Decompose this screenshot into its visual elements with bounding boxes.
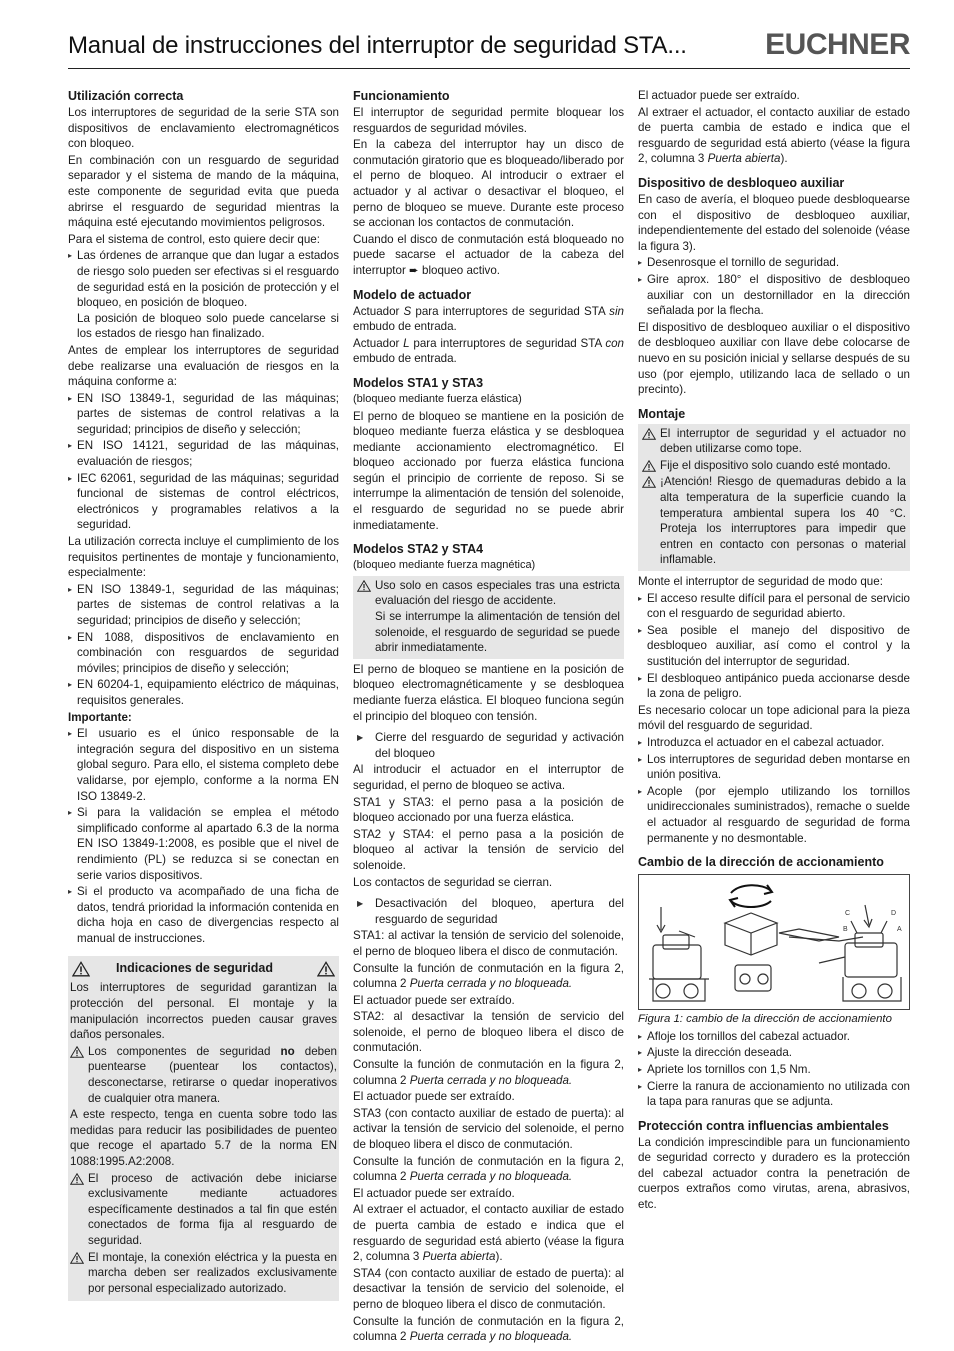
figure-label: B	[843, 926, 848, 934]
action-list	[353, 730, 624, 761]
paragraph: Consulte la función de conmutación en la figura 2, columna 2 Puerta cerrada y no bloqueada.	[353, 1154, 624, 1184]
paragraph: STA4 (con contacto auxiliar de estado de puerta): al desactivar la tensión de servicio del solenoide, el perno de bloqueo libera el disco de conmutación.	[353, 1266, 624, 1311]
switch-illustration	[639, 875, 909, 1009]
list-item: ▸ Apriete los tornillos con 1,5 Nm.	[638, 1062, 910, 1078]
heading-montaje: Montaje	[638, 406, 686, 421]
paragraph: A este respecto, tenga en cuenta sobre todo las medidas para reducir las posibilidades de puenteo que recoge el apartado 5.7 de la norma EN 1088:1995.A2:2008.	[70, 1108, 337, 1168]
paragraph: Para el sistema de control, esto quiere decir que:	[68, 232, 320, 246]
paragraph: El actuador puede ser extraído.	[353, 1090, 515, 1104]
paragraph: Consulte la función de conmutación en la figura 2, columna 2 Puerta cerrada y no bloqueada.	[353, 1314, 624, 1344]
heading-sta1-sta3: Modelos STA1 y STA3	[353, 375, 484, 390]
figure-label: C	[845, 910, 851, 918]
paragraph: En la cabeza del interruptor hay un disco de conmutación giratorio que es bloqueado/liberado por el perno de bloqueo. Al introducir o extraer el actuador y al activar o desactivar el bloqueo, el perno de bloqueo se mueve. Durante este proceso se accionan los contactos de conmutación.	[353, 138, 624, 230]
page-header	[68, 28, 910, 69]
paragraph: El perno de bloqueo se mantiene en la posición de bloqueo mediante fuerza elástica y se desbloquea mediante accionamiento electromagnético. El bloqueo accionado por fuerza elástica funciona según el principio de corriente de reposo. Si se interrumpe la alimentación de tensión del solenoide, el resguardo de seguridad no se puede abrir inmediatamente.	[353, 409, 624, 532]
paragraph: Antes de emplear los interruptores de seguridad debe realizarse una evaluación de riesgos en la máquina conforme a:	[68, 343, 339, 389]
list-item: ▸ Sea posible el manejo del dispositivo de desbloqueo auxiliar, así como el control y la sustitución del interruptor de seguridad.	[638, 623, 910, 670]
paragraph: STA2: al desactivar la tensión de servicio del solenoide, el perno de bloqueo libera el disco de conmutación.	[353, 1010, 624, 1055]
warning-icon	[642, 428, 656, 440]
safety-title: Indicaciones de seguridad	[116, 961, 273, 976]
list-item: ▸ EN ISO 13849-1, seguridad de las máquinas; partes de sistemas de control relativas a la seguridad; principios de diseño y selección;	[68, 391, 339, 438]
paragraph: Los contactos de seguridad se cierran.	[353, 875, 553, 889]
bullet-list	[68, 248, 339, 342]
paragraph: Al extraer el actuador, el contacto auxiliar de estado de puerta cambia de estado e indica que el resguardo de seguridad está abierto (véase la figura 2, columna 3 Puerta abierta).	[353, 1203, 624, 1264]
paragraph: El actuador puede ser extraído.	[638, 89, 800, 102]
paragraph: STA1 y STA3: el perno pasa a la posición de bloqueo accionado por una fuerza elástica.	[353, 795, 624, 825]
paragraph: El actuador puede ser extraído.	[353, 1186, 515, 1200]
paragraph: El actuador puede ser extraído.	[353, 993, 515, 1007]
warning-note: El montaje, la conexión eléctrica y la puesta en marcha deben ser realizados exclusivamente por personal especializado autorizado.	[70, 1250, 337, 1297]
list-item: ▸ EN 1088, dispositivos de enclavamiento en combinación con resguardos de seguridad móviles; principios de diseño y selección;	[68, 630, 339, 677]
bullet-list	[68, 726, 339, 946]
column-1	[68, 88, 339, 1301]
figure-caption: Figura 1: cambio de la dirección de accionamiento	[638, 1013, 892, 1026]
paragraph: Consulte la función de conmutación en la figura 2, columna 2 Puerta cerrada y no bloqueada.	[353, 1058, 624, 1087]
column-3	[638, 88, 910, 1214]
column-2	[353, 88, 624, 1346]
list-item: ▸ Las órdenes de arranque que dan lugar a estados de riesgo solo pueden ser efectivas si el resguardo de seguridad está en la posición de protección y el bloqueo, en posición de bloqueo. La posición de bloqueo solo puede cancelarse si los estados de riesgo han finalizado.	[68, 248, 339, 342]
heading-sta2-sta4: Modelos STA2 y STA4	[353, 542, 484, 557]
document-title: Manual de instrucciones del interruptor de seguridad STA...	[68, 32, 687, 59]
list-item: ▸ Acople (por ejemplo utilizando los tornillos unidireccionales suministrados), remache o suelde el actuador al resguardo de seguridad de forma permanente y no desmontable.	[638, 784, 910, 846]
paragraph: En caso de avería, el bloqueo puede desbloquearse con el dispositivo de desbloqueo auxiliar, independientemente del estado del solenoide (véase la figura 3).	[638, 192, 910, 253]
paragraph: Actuador S para interruptores de seguridad STA sin embudo de entrada.	[353, 304, 624, 334]
warning-icon	[642, 476, 656, 488]
warning-icon	[70, 1046, 84, 1058]
paragraph: STA1: al activar la tensión de servicio del solenoide, el perno de bloqueo libera el disco de conmutación.	[353, 929, 624, 958]
bullet-list	[638, 255, 910, 318]
list-item: ▸ El usuario es el único responsable de la integración segura del dispositivo en un sistema global seguro. Para ello, el sistema completo debe validarse, por ejemplo, conforme a la norma EN ISO 13849-2.	[68, 726, 339, 804]
warning-icon	[72, 961, 90, 977]
bullet-list	[68, 582, 339, 709]
warning-note: Fije el dispositivo solo cuando esté montado.	[642, 458, 906, 474]
heading-utilizacion: Utilización correcta	[68, 89, 184, 103]
list-item: ▸ Introduzca el actuador en el cabezal actuador.	[638, 735, 910, 751]
paragraph: Los interruptores de seguridad de la serie STA son dispositivos de enclavamiento electromagnéticos con bloqueo.	[68, 106, 339, 151]
warning-note: Los componentes de seguridad no deben puentearse (puentear los contactos), desconectarse, retirarse o quedar inoperativos de cualquier otra manera.	[70, 1044, 337, 1106]
paragraph: Al introducir el actuador en el interruptor de seguridad, el perno de bloqueo se activa.	[353, 763, 624, 792]
list-item: ▸ IEC 62061, seguridad de las máquinas; seguridad funcional de sistemas de control eléctricos, electrónicos y programables relativos a la seguridad.	[68, 471, 339, 533]
paragraph: Cuando el disco de conmutación está bloqueado no puede sacarse el actuador de la cabeza del interruptor ➨ bloqueo activo.	[353, 232, 624, 277]
paragraph: Es necesario colocar un tope adicional para la pieza móvil del resguardo de seguridad.	[638, 703, 910, 733]
heading-desbloqueo-auxiliar: Dispositivo de desbloqueo auxiliar	[638, 175, 845, 190]
list-item: ▸ Los interruptores de seguridad deben montarse en unión positiva.	[638, 752, 910, 783]
list-item: ▸ EN ISO 14121, seguridad de las máquinas, evaluación de riesgos;	[68, 438, 339, 469]
list-item: ▸ El acceso resulte difícil para el personal de servicio con el resguardo de seguridad abierto.	[638, 591, 910, 622]
subheading: (bloqueo mediante fuerza elástica)	[353, 392, 522, 405]
bullet-list	[638, 591, 910, 702]
safety-notes-box	[68, 956, 339, 1301]
figure-actuation-direction	[638, 874, 910, 1010]
paragraph: STA3 (con contacto auxiliar de estado de puerta): al activar la tensión de servicio del solenoide, el perno de bloqueo libera el disco de conmutación.	[353, 1106, 624, 1152]
bullet-list	[638, 1029, 910, 1110]
paragraph: El dispositivo de desbloqueo auxiliar o el dispositivo de desbloqueo auxiliar con llave debe colocarse de nuevo en su posición inicial y sellarse después de su uso (por ejemplo, utilizando laca de sellado o un precinto).	[638, 320, 910, 397]
paragraph: La utilización correcta incluye el cumplimiento de los requisitos pertinentes de montaje y funcionamiento, especialmente:	[68, 535, 339, 580]
paragraph: El perno de bloqueo se mantiene en la posición de bloqueo electromagnéticamente y se desbloquea mediante fuerza elástica. El bloqueo funciona según el principio del bloqueo con tensión.	[353, 662, 624, 723]
paragraph: Al extraer el actuador, el contacto auxiliar de estado de puerta cambia de estado e indica que el resguardo de seguridad está abierto (véase la figura 2, columna 3 Puerta abierta).	[638, 105, 910, 166]
action-list	[353, 896, 624, 927]
paragraph: Los interruptores de seguridad garantizan la protección del personal. El montaje y la manipulación incorrectos pueden causar graves daños personales.	[70, 981, 337, 1042]
paragraph: Consulte la función de conmutación en la figura 2, columna 2 Puerta cerrada y no bloqueada.	[353, 961, 624, 991]
brand-logo: EUCHNER	[765, 28, 910, 61]
safety-header	[70, 958, 337, 980]
heading-cambio-direccion: Cambio de la dirección de accionamiento	[638, 855, 884, 870]
subheading: (bloqueo mediante fuerza magnética)	[353, 559, 536, 572]
paragraph: Actuador L para interruptores de seguridad STA con embudo de entrada.	[353, 336, 625, 366]
paragraph: Monte el interruptor de seguridad de modo que:	[638, 575, 883, 589]
list-item: ▶ Cierre del resguardo de seguridad y activación del bloqueo	[353, 730, 624, 761]
warning-icon	[317, 961, 335, 977]
paragraph: La condición imprescindible para un funcionamiento de seguridad correcto y duradero es la protección del cabezal actuador contra la penetración de cuerpos extraños como virutas, arena, abrasivos, etc.	[638, 1135, 910, 1212]
important-label: Importante:	[68, 710, 132, 724]
list-item: ▸ Si para la validación se emplea el método simplificado conforme al apartado 6.3 de la norma EN ISO 13849-1:2008, es posible que el nivel de rendimiento (PL) se reduzca si se conectan en serie varios dispositivos.	[68, 805, 339, 883]
bullet-list	[68, 391, 339, 533]
figure-label: D	[891, 910, 897, 918]
list-item: ▸ EN ISO 13849-1, seguridad de las máquinas; partes de sistemas de control relativas a la seguridad; principios de diseño y selección;	[68, 582, 339, 629]
paragraph: STA2 y STA4: el perno pasa a la posición de bloqueo al activar la tensión de servicio del solenoide.	[353, 827, 624, 872]
warning-icon	[642, 460, 656, 472]
list-item: ▸ Desenrosque el tornillo de seguridad.	[638, 255, 910, 271]
list-item: ▸ El desbloqueo antipánico pueda accionarse desde la zona de peligro.	[638, 671, 910, 702]
list-item: ▶ Desactivación del bloqueo, apertura del resguardo de seguridad	[353, 896, 624, 927]
warning-note: ¡Atención! Riesgo de quemaduras debido a la alta temperatura de la superficie cuando la temperatura ambiental supera los 40 °C. Proteja los interruptores para impedir que entren en contacto con personas o material inflamable.	[642, 474, 906, 568]
warning-icon	[357, 580, 371, 592]
list-item: ▸ Afloje los tornillos del cabezal actuador.	[638, 1029, 910, 1045]
warning-note: Uso solo en casos especiales tras una estricta evaluación del riesgo de accidente. Si se interrumpe la alimentación de tensión del solenoide, el resguardo de seguridad se puede abrir inmediatamente.	[357, 578, 620, 656]
list-item: ▸ EN 60204-1, equipamiento eléctrico de máquinas, requisitos generales.	[68, 677, 339, 708]
warning-icon	[70, 1173, 84, 1185]
heading-modelo-actuador: Modelo de actuador	[353, 287, 472, 302]
heading-funcionamiento: Funcionamiento	[353, 89, 450, 103]
heading-proteccion: Protección contra influencias ambientales	[638, 1118, 889, 1133]
list-item: ▸ Ajuste la dirección deseada.	[638, 1045, 910, 1061]
paragraph: El interruptor de seguridad permite bloquear los resguardos de seguridad móviles.	[353, 106, 624, 135]
bullet-list	[638, 735, 910, 846]
list-item: ▸ Cierre la ranura de accionamiento no utilizada con la tapa para ranuras que se adjunta.	[638, 1079, 910, 1110]
warning-box	[353, 576, 624, 659]
paragraph: En combinación con un resguardo de seguridad separador y el sistema de mando de la máquina, este componente de seguridad evita que pueda abrirse el resguardo de seguridad mientras la máquina esté ejecutando movimientos peligrosos.	[68, 153, 339, 230]
warning-box	[638, 424, 910, 571]
warning-icon	[70, 1252, 84, 1264]
warning-note: El interruptor de seguridad y el actuador no deben utilizarse como tope.	[642, 426, 906, 457]
figure-label: A	[897, 926, 902, 934]
warning-note: El proceso de activación debe iniciarse exclusivamente mediante actuadores específicamente destinados a tal fin que estén conectados de forma fija al resguardo de seguridad.	[70, 1171, 337, 1249]
list-item: ▸ Gire aprox. 180° el dispositivo de desbloqueo auxiliar con un destornillador en la dirección señalada por la flecha.	[638, 272, 910, 319]
list-item: ▸ Si el producto va acompañado de una ficha de datos, tendrá prioridad la información contenida en dicha hoja en caso de divergencias respecto al manual de instrucciones.	[68, 884, 339, 946]
